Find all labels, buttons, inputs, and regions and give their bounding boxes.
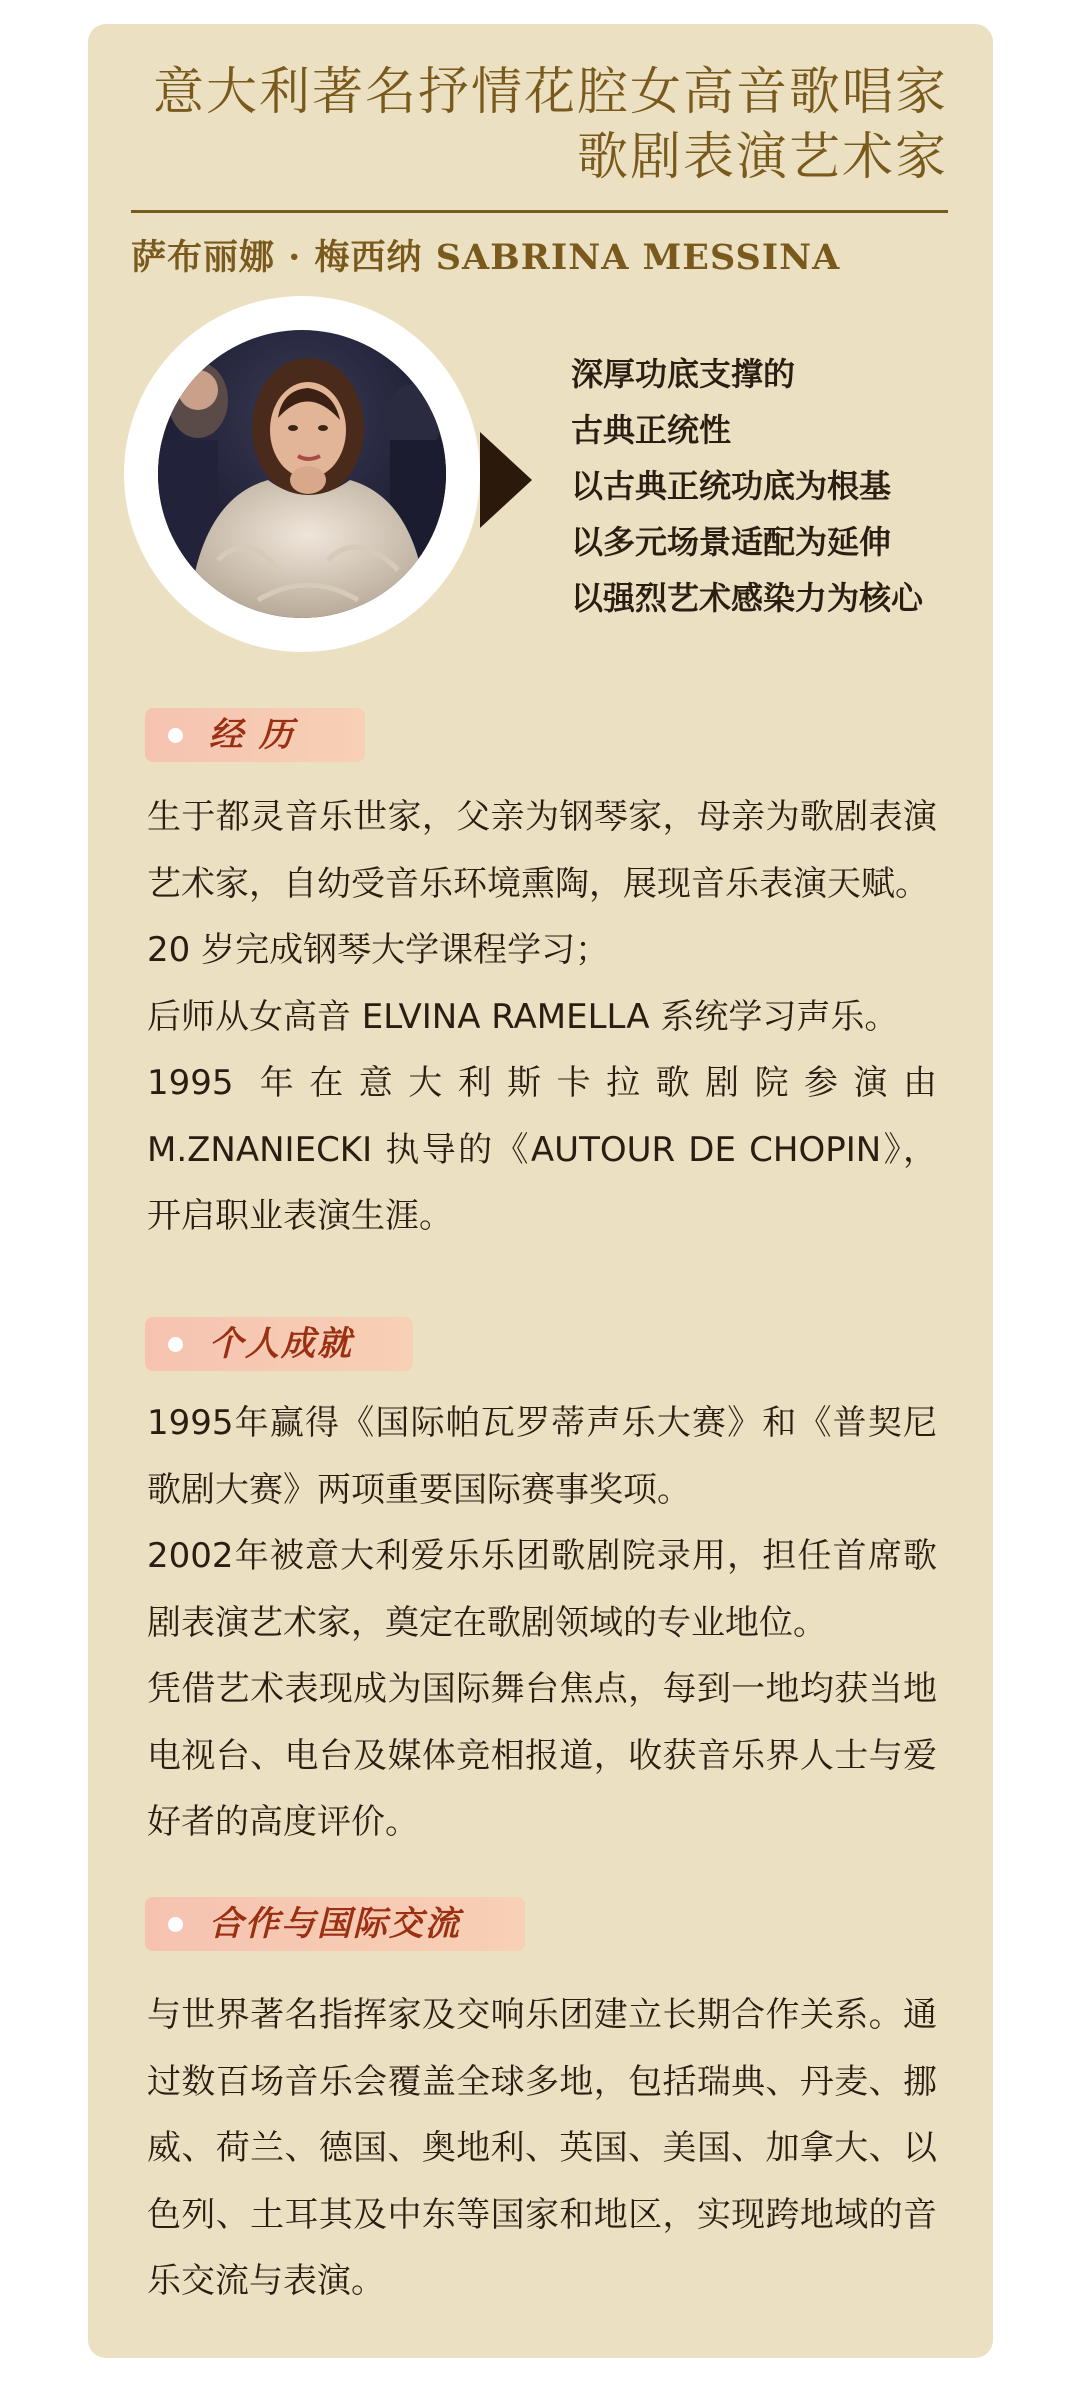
- section-heading-label: 个人成就: [209, 1324, 353, 1364]
- page-title: [153, 60, 948, 190]
- section-heading-label: 合作与国际交流: [209, 1904, 461, 1944]
- section-body-experience: [147, 784, 937, 1250]
- section-body-achievements: [147, 1390, 937, 1856]
- title-line-2: 歌剧表演艺术家: [576, 128, 948, 187]
- profile-card: [88, 24, 993, 2358]
- tagline: [571, 346, 923, 626]
- tagline-line: 深厚功底支撑的: [571, 355, 796, 393]
- paragraph: 1995年赢得《国际帕瓦罗蒂声乐大赛》和《普契尼歌剧大赛》两项重要国际赛事奖项。: [147, 1403, 937, 1510]
- paragraph: 与世界著名指挥家及交响乐团建立长期合作关系。通过数百场音乐会覆盖全球多地，包括瑞典、丹麦、挪威、荷兰、德国、奥地利、英国、美国、加拿大、以色列、土耳其及中东等国家和地区，实现跨地域的音乐交流与表演。: [147, 1995, 937, 2301]
- tagline-line: 古典正统性: [571, 411, 732, 449]
- artist-portrait: [158, 330, 446, 618]
- artist-name: 萨布丽娜 · 梅西纳 SABRINA MESSINA: [131, 237, 841, 278]
- bullet-dot-icon: [168, 1917, 183, 1932]
- pointer-arrow-icon: [480, 432, 532, 528]
- title-line-1: 意大利著名抒情花腔女高音歌唱家: [152, 63, 948, 122]
- tagline-line: 以多元场景适配为延伸: [571, 523, 892, 561]
- section-heading-experience: [145, 708, 365, 762]
- title-divider: [131, 210, 948, 213]
- portrait-frame: [124, 296, 480, 652]
- paragraph: 20 岁完成钢琴大学课程学习；: [147, 930, 610, 970]
- paragraph: 1995 年在意大利斯卡拉歌剧院参演由 M.ZNANIECKI 执导的《AUTOUR DE CHOPIN》，开启职业表演生涯。: [147, 1063, 937, 1236]
- bullet-dot-icon: [168, 728, 183, 743]
- section-heading-achievements: [145, 1317, 413, 1371]
- paragraph: 后师从女高音 ELVINA RAMELLA 系统学习声乐。: [147, 996, 899, 1037]
- section-heading-cooperation: [145, 1897, 525, 1951]
- paragraph: 凭借艺术表现成为国际舞台焦点，每到一地均获当地电视台、电台及媒体竞相报道，收获音乐界人士与爱好者的高度评价。: [147, 1669, 937, 1842]
- bullet-dot-icon: [168, 1337, 183, 1352]
- section-heading-label: 经 历: [209, 715, 295, 755]
- tagline-line: 以强烈艺术感染力为核心: [571, 579, 924, 617]
- tagline-line: 以古典正统功底为根基: [571, 467, 892, 505]
- paragraph: 生于都灵音乐世家，父亲为钢琴家，母亲为歌剧表演艺术家，自幼受音乐环境熏陶，展现音乐表演天赋。: [147, 797, 937, 904]
- section-body-cooperation: [147, 1982, 937, 2315]
- paragraph: 2002年被意大利爱乐乐团歌剧院录用，担任首席歌剧表演艺术家，奠定在歌剧领域的专业地位。: [147, 1536, 937, 1643]
